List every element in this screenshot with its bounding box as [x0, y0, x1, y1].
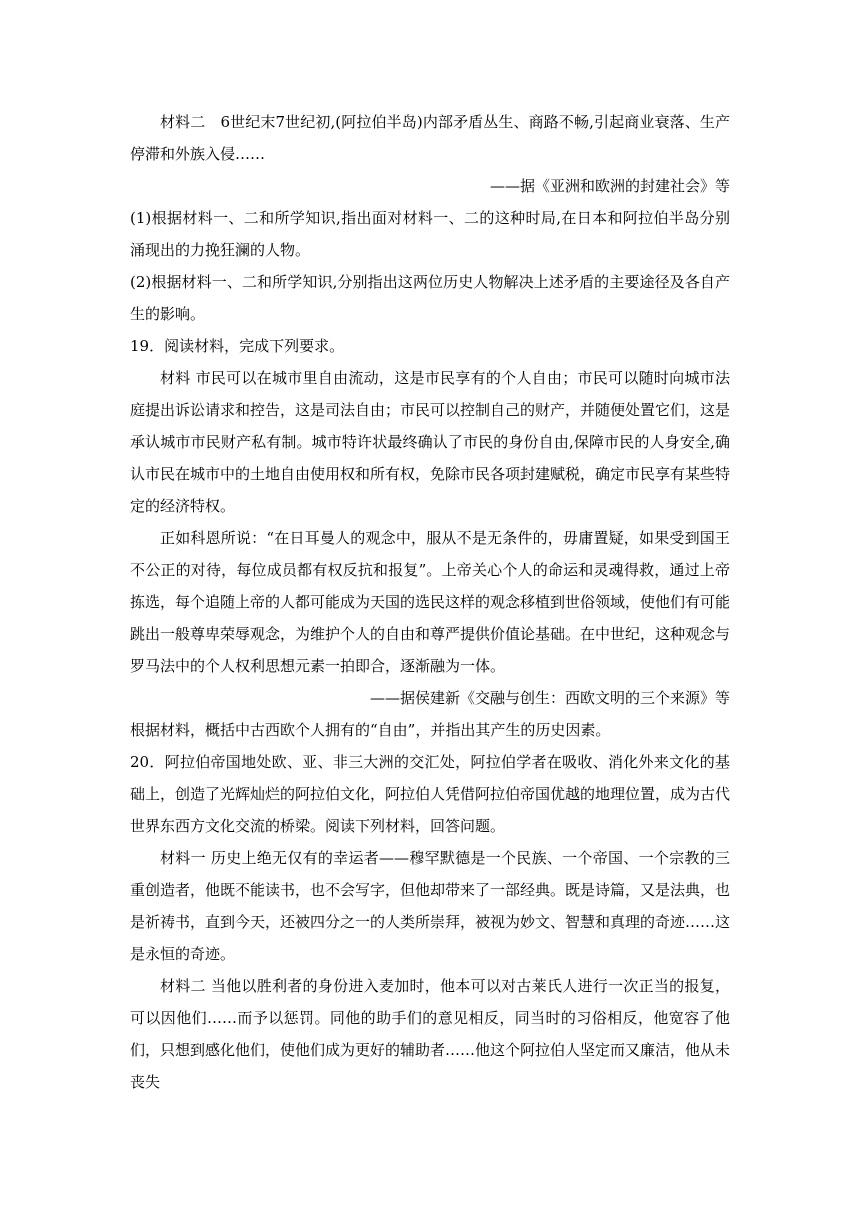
paragraph-q19-ask: 根据材料，概括中古西欧个人拥有的“自由”，并指出其产生的历史因素。 [130, 721, 611, 739]
paragraph-m2-source: ——据《亚洲和欧洲的封建社会》等 [489, 177, 730, 195]
paragraph-q1: (1)根据材料一、二和所学知识,指出面对材料一、二的这种时局,在日本和阿拉伯半岛分别涌现出的力挽狂澜的人物。 [130, 209, 730, 259]
paragraph-q19-m2: 正如科恩所说：“在日耳曼人的观念中，服从不是无条件的，毋庸置疑，如果受到国王不公正的对待，每位成员都有权反抗和报复”。上帝关心个人的命运和灵魂得救，通过上帝拣选，每个追随上帝的人都可能成为天国的选民这样的观念移植到世俗领域，使他们有可能跳出一般尊卑荣辱观念，为维护个人的自由和尊严提供价值论基础。在中世纪，这种观念与罗马法中的个人权利思想元素一拍即合，逐渐融为一体。 [130, 529, 731, 675]
paragraph-q19-source: ——据侯建新《交融与创生：西欧文明的三个来源》等 [369, 689, 730, 707]
paragraph-m2-intro: 材料二 6世纪末7世纪初,(阿拉伯半岛)内部矛盾丛生、商路不畅,引起商业衰落、生产停滞和外族入侵…… [130, 113, 730, 163]
paragraph-q20-title: 20．阿拉伯帝国地处欧、亚、非三大洲的交汇处，阿拉伯学者在吸收、消化外来文化的基础上，创造了光辉灿烂的阿拉伯文化，阿拉伯人凭借阿拉伯帝国优越的地理位置，成为古代世界东西方文化交流的桥梁。阅读下列材料，回答问题。 [130, 753, 731, 835]
paragraph-q20-m1: 材料一 历史上绝无仅有的幸运者——穆罕默德是一个民族、一个帝国、一个宗教的三重创造者，他既不能读书，也不会写字，但他却带来了一部经典。既是诗篇，又是法典，也是祈祷书，直到今天，还被四分之一的人类所崇拜，被视为妙文、智慧和真理的奇迹……这是永恒的奇迹。 [130, 849, 731, 963]
document-body [130, 106, 730, 1098]
paragraph-q19-m1: 材料 市民可以在城市里自由流动，这是市民享有的个人自由；市民可以随时向城市法庭提出诉讼请求和控告，这是司法自由；市民可以控制自己的财产，并随便处置它们，这是承认城市市民财产私有制。城市特许状最终确认了市民的身份自由,保障市民的人身安全,确认市民在城市中的土地自由使用权和所有权，免除市民各项封建赋税，确定市民享有某些特定的经济特权。 [130, 369, 731, 515]
paragraph-q19-title: 19．阅读材料，完成下列要求。 [130, 337, 345, 355]
paragraph-q2: (2)根据材料一、二和所学知识,分别指出这两位历史人物解决上述矛盾的主要途径及各自产生的影响。 [130, 273, 730, 323]
paragraph-q20-m2: 材料二 当他以胜利者的身份进入麦加时，他本可以对古莱氏人进行一次正当的报复，可以因他们……而予以惩罚。同他的助手们的意见相反，同当时的习俗相反，他宽容了他们，只想到感化他们，使他们成为更好的辅助者……他这个阿拉伯人坚定而又廉洁，他从未丧失 [130, 977, 731, 1091]
